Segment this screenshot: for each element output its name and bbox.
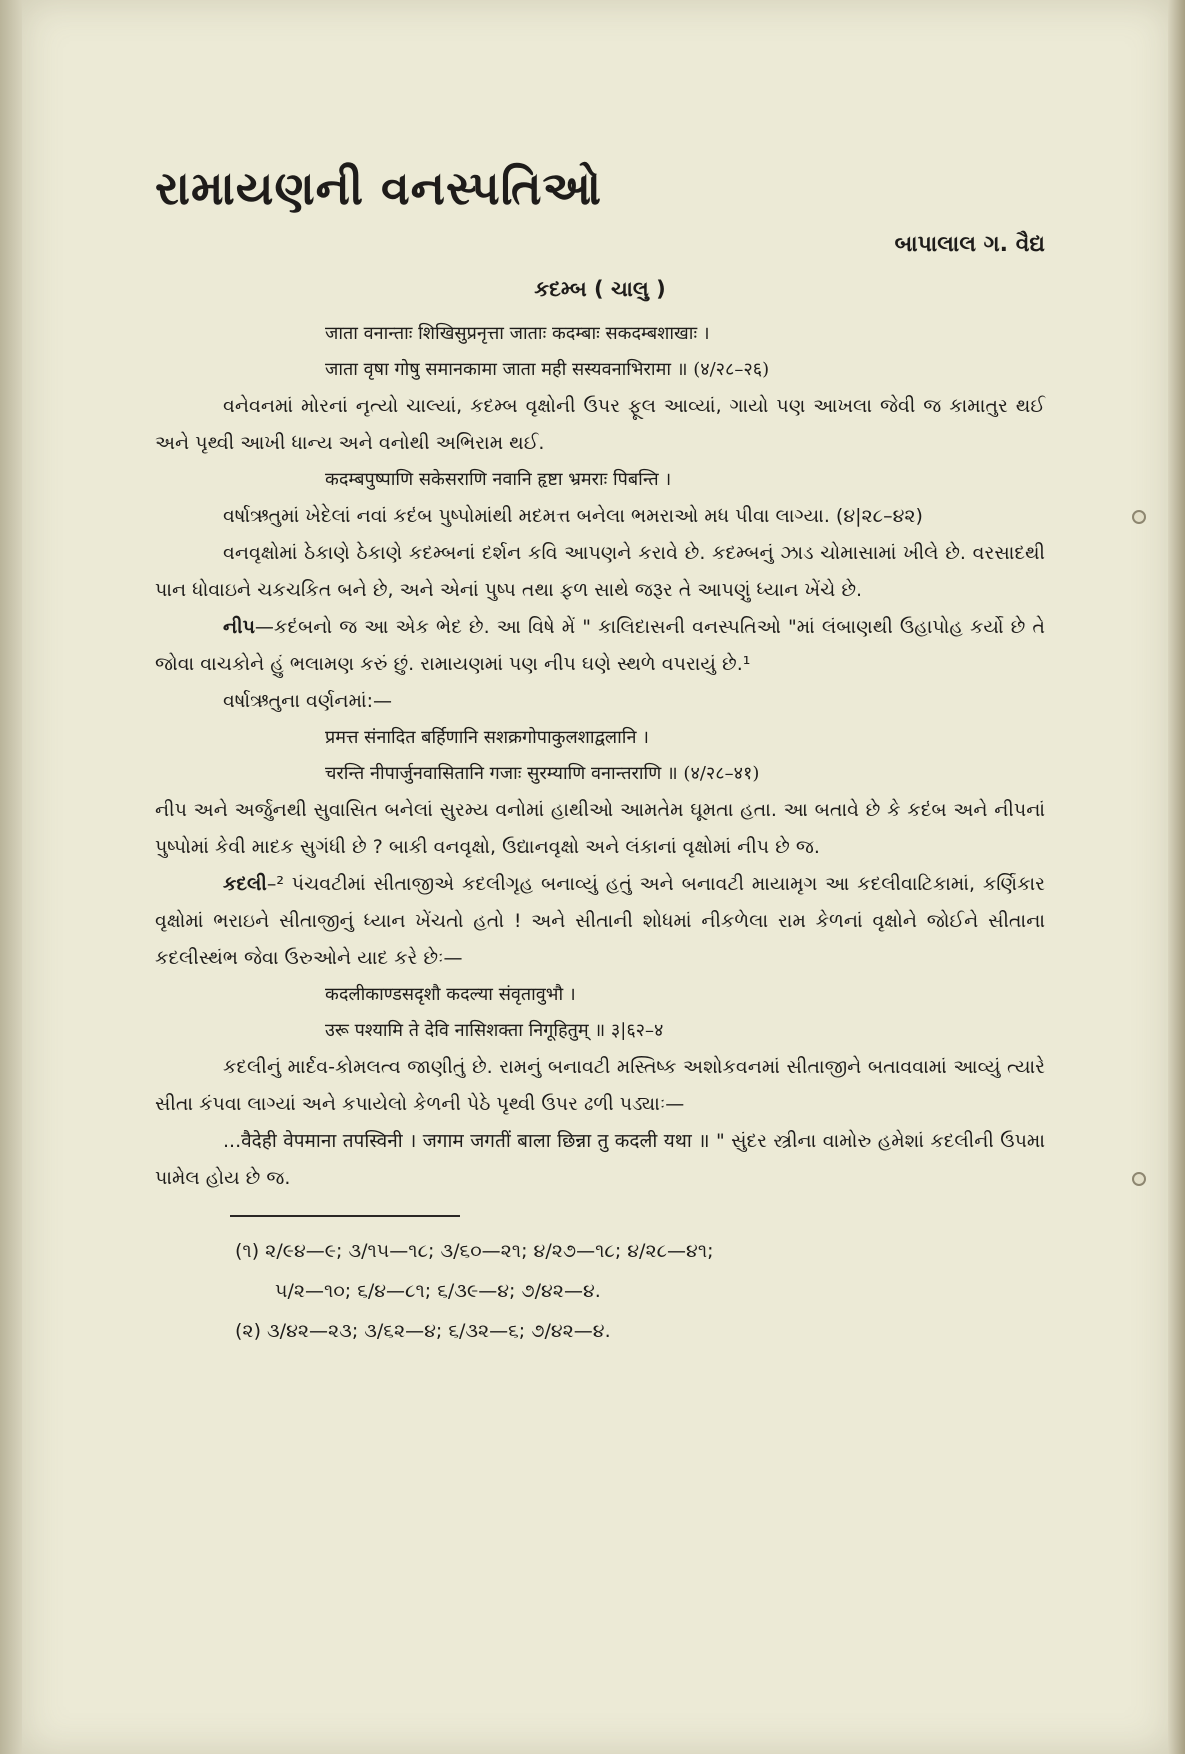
article-title: રામાયણની વનસ્પતિઓ: [155, 161, 602, 215]
paragraph: વનવૃક્ષોમાં ઠેકાણે ઠેકાણે કદમ્બનાં દર્શન કવિ આપણને કરાવે છે. કદમ્બનું ઝાડ ચોમાસામાં ખીલે છે. વરસાદથી પાન ધોવાઇને ચકચકિત બને છે, અને એનાં પુષ્પ તથા ફળ સાથે જરૂર તે આપણું ધ્યાન ખેંચે છે.: [155, 542, 1045, 601]
paragraph: ...वैदेही वेपमाना तपस्विनी । जगाम जगतीं बाला छिन्ना तु कदली यथा ॥ " સુંદર સ્ત્રીના વામોરુ હમેશાં કદલીની ઉપમા પામેલ હોય છે જ.: [155, 1130, 1045, 1189]
sanskrit-verse-line: कदलीकाण्डसदृशौ कदल्या संवृतावुभौ ।: [325, 984, 576, 1005]
footnote-line: ૫/૨—૧૦; ૬/૪—૮૧; ૬/૩૯—૪; ૭/૪૨—૪.: [275, 1280, 601, 1302]
footnotes: [155, 1231, 1045, 1351]
sanskrit-verse-line: कदम्बपुष्पाणि सकेसराणि नवानि हृष्टा भ्रमराः पिबन्ति ।: [325, 469, 672, 490]
sanskrit-verse-line: जाता वनान्ताः शिखिसुप्रनृत्ता जाताः कदम्बाः सकदम्बशाखाः ।: [325, 323, 710, 344]
sanskrit-verse-line: जाता वृषा गोषु समानकामा जाता मही सस्यवनाभिरामा ॥ (४/२८–२६): [325, 359, 770, 380]
paragraph-text: –² પંચવટીમાં સીતાજીએ કદલીગૃહ બનાવ્યું હતું અને બનાવટી માયામૃગ આ કદલીવાટિકામાં, કર્ણિકાર વૃક્ષોમાં ભરાઇને સીતાજીનું ધ્યાન ખેંચતો હતો ! અને સીતાની શોધમાં નીકળેલા રામ કેળનાં વૃક્ષોને જોઈને સીતાના કદલીસ્થંભ જેવા ઉરુઓને યાદ કરે છેઃ—: [155, 873, 1045, 969]
term-kadali: કદલી: [223, 873, 267, 895]
article: [155, 160, 1045, 1351]
paragraph-kadali: [155, 866, 1045, 977]
paragraph: નીપ અને અર્જુનથી સુવાસિત બનેલાં સુરમ્ય વનોમાં હાથીઓ આમતેમ ઘૂમતા હતા. આ બતાવે છે કે કદંબ અને નીપનાં પુષ્પોમાં કેવી માદક સુગંધી છે ? બાકી વનવૃક્ષો, ઉદ્યાનવૃક્ષો અને લંકાનાં વૃક્ષોમાં નીપ છે જ.: [155, 799, 1045, 858]
paragraph: વર્ષાઋતુમાં ખેદેલાં નવાં કદંબ પુષ્પોમાંથી મદમત્ત બનેલા ભમરાઓ મધ પીવા લાગ્યા. (૪|૨૮–૪૨): [223, 505, 923, 527]
paragraph: વર્ષાઋતુના વર્ણનમાં:—: [223, 690, 393, 712]
paragraph: વનેવનમાં મોરનાં નૃત્યો ચાલ્યાં, કદમ્બ વૃક્ષોની ઉપર ફૂલ આવ્યાં, ગાયો પણ આખલા જેવી જ કામાતુર થઈ અને પૃથ્વી આખી ધાન્ય અને વનોથી અભિરામ થઈ.: [155, 395, 1045, 454]
sanskrit-verse-line: प्रमत्त संनादित बर्हिणानि सशक्रगोपाकुलशाद्वलानि ।: [325, 727, 649, 748]
binding-hole: [1132, 510, 1146, 524]
section-subtitle: કદમ્બ ( ચાલુ ): [534, 277, 666, 301]
paragraph-nip: [155, 609, 1045, 683]
binding-hole: [1132, 1172, 1146, 1186]
footnote-line: (૧) ૨/૯૪—૯; ૩/૧૫—૧૮; ૩/૬૦—૨૧; ૪/૨૭—૧૮; ૪/૨૮—૪૧;: [235, 1240, 714, 1262]
term-nip: નીપ: [223, 616, 255, 638]
author-name: બાપાલાલ ગ. વૈદ્ય: [894, 232, 1045, 257]
sanskrit-verse-line: चरन्ति नीपार्जुनवासितानि गजाः सुरम्याणि वनान्तराणि ॥ (४/२८–४१): [325, 763, 760, 784]
sanskrit-verse-line: उरू पश्यामि ते देवि नासिशक्ता निगूहितुम् ॥ ३|६२–४: [325, 1020, 664, 1041]
paragraph-text: —કદંબનો જ આ એક ભેદ છે. આ વિષે મેં " કાલિદાસની વનસ્પતિઓ "માં લંબાણથી ઉહાપોહ કર્યો છે તે જોવા વાચકોને હું ભલામણ કરું છું. રામાયણમાં પણ નીપ ઘણે સ્થળે વપરાયું છે.¹: [155, 616, 1045, 675]
footnote-divider: [230, 1215, 460, 1217]
paragraph: કદલીનું માર્દવ-કોમલત્વ જાણીતું છે. રામનું બનાવટી મસ્તિષ્ક અશોકવનમાં સીતાજીને બતાવવામાં આવ્યું ત્યારે સીતા કંપવા લાગ્યાં અને કપાયેલો કેળની પેઠે પૃથ્વી ઉપર ઢળી પડ્યાઃ—: [155, 1056, 1045, 1115]
footnote-line: (૨) ૩/૪૨—૨૩; ૩/૬૨—૪; ૬/૩૨—૬; ૭/૪૨—૪.: [235, 1320, 611, 1342]
page-right-edge: [1168, 0, 1185, 1754]
page-left-edge: [0, 0, 22, 1754]
